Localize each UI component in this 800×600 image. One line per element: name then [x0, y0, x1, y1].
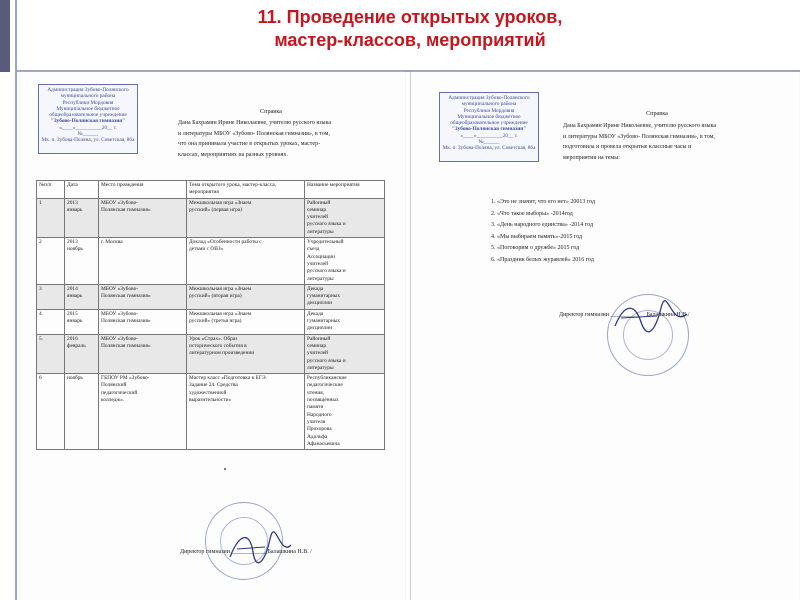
- stamp-line: «____»__________20__ г.: [59, 124, 117, 131]
- table-header-row: [37, 181, 385, 199]
- body-line: подготовила и провела открытые классные часы и: [563, 144, 692, 150]
- cell-event-line: Декада: [307, 285, 324, 292]
- cell-date-line: 2015: [67, 310, 78, 317]
- cell-date-line: январь: [67, 318, 83, 325]
- cell-event-line: Учредительный: [307, 239, 344, 246]
- right-stamp: [439, 92, 539, 162]
- stamp-line: "Зубово-Полянская гимназия": [451, 126, 527, 133]
- cell-place: [99, 309, 187, 334]
- cell-topic-line: Межшкольная игра «Знаем: [189, 285, 252, 292]
- cell-event-line: памяти: [307, 404, 324, 411]
- cell-place-line: МБОУ «Зубово-: [101, 310, 139, 317]
- cell-topic: [187, 238, 305, 285]
- right-signature-graphic: [611, 298, 691, 338]
- stamp-line: общеобразовательное учреждение: [450, 120, 528, 127]
- column-header-number: №п/п: [37, 181, 65, 199]
- cell-place-line: Полянская гимназия»: [101, 342, 151, 349]
- cell-topic-line: художественной: [189, 389, 227, 396]
- cell-event-line: литературы: [307, 364, 334, 371]
- column-header-event: Название мероприятия: [305, 181, 385, 199]
- cell-place-line: Полянская гимназия»: [101, 206, 151, 213]
- cell-event-line: дисциплин: [307, 300, 333, 307]
- cell-event-line: Ассоциации: [307, 253, 336, 260]
- cell-date-line: 2013: [67, 199, 78, 206]
- cell-date-line: 2013: [67, 239, 78, 246]
- stamp-line: Мк. п. Зубова-Поляна, ул. Советская, 86а: [41, 137, 135, 144]
- cell-event: [305, 284, 385, 309]
- cell-date: [65, 334, 99, 373]
- stamp-line: «____»__________20__ г.: [460, 132, 518, 139]
- slide-title-line-2: мастер-классов, мероприятий: [274, 30, 546, 50]
- cell-date-line: февраль: [67, 342, 86, 349]
- cell-topic-line: выразительности»: [189, 397, 232, 404]
- cell-place-line: МБОУ «Зубово-: [101, 285, 139, 292]
- cell-event-line: Афанасьевича: [307, 440, 340, 447]
- slide-vertical-rule: [15, 0, 17, 600]
- left-signature-line: Директор гимназии ____________Балашкина Н.В. /: [180, 549, 312, 555]
- table-row: [37, 334, 385, 373]
- stamp-line: Республики Мордовия: [62, 99, 114, 106]
- cell-event-line: Районный: [307, 335, 331, 342]
- cell-date-line: 2016: [67, 335, 78, 342]
- cell-place-line: ГБПОУ РМ «Зубово-: [101, 375, 150, 382]
- left-stamp: [38, 84, 138, 154]
- cell-event: [305, 309, 385, 334]
- cell-number: 4.: [37, 309, 65, 334]
- stamp-line: Муниципальное бюджетное: [457, 113, 521, 120]
- left-doc-body: [178, 118, 331, 160]
- left-document-scan: [20, 72, 405, 600]
- cell-place-line: МБОУ «Зубово-: [101, 199, 139, 206]
- cell-topic-line: Межшкольная игра «Знаем: [189, 199, 252, 206]
- left-signature-graphic: [225, 527, 295, 567]
- column-header-date: Дата: [65, 181, 99, 199]
- column-header-topic: Тема открытого урока, мастер-класса, мероприятия: [187, 181, 305, 199]
- body-line: мероприятия на темы:: [563, 154, 620, 161]
- cell-topic-line: русский» (третья игра): [189, 318, 242, 325]
- left-doc-heading: Справка: [260, 108, 282, 115]
- right-doc-list: [491, 197, 595, 266]
- cell-topic: [187, 309, 305, 334]
- cell-event-line: Декада: [307, 310, 324, 317]
- cell-event-line: учителей: [307, 214, 329, 221]
- body-line: Дана Бахрамян Ирине Николаевне, учителю русского языка: [178, 120, 331, 126]
- cell-event-line: русского языка и: [307, 268, 346, 275]
- cell-event-line: съезд: [307, 246, 320, 253]
- list-item: 1. «Это не значит, что его нет» 20013 год: [491, 199, 596, 205]
- list-item: 3. «День народного единства» -2014 год: [491, 222, 594, 228]
- cell-place-line: педагогический: [101, 389, 138, 396]
- cell-event-line: гуманитарных: [307, 293, 341, 300]
- table-row: [37, 284, 385, 309]
- cell-place-line: Полянский: [101, 382, 127, 389]
- stamp-line: №______: [478, 139, 500, 146]
- column-header-place: Место проведения: [99, 181, 187, 199]
- cell-event-line: литературы: [307, 228, 334, 235]
- cell-event-line: семинар: [307, 206, 327, 213]
- cell-topic-line: Мастер класс «Подготовка к ЕГЭ.: [189, 375, 267, 382]
- cell-event-line: учителей: [307, 260, 329, 267]
- right-doc-heading: Справка: [646, 110, 668, 117]
- cell-event-line: Народного: [307, 411, 332, 418]
- stamp-line: муниципального района: [60, 93, 116, 100]
- cell-date-line: 2014: [67, 285, 78, 292]
- stamp-line: Республики Мордовия: [463, 107, 515, 114]
- table-row: [37, 309, 385, 334]
- slide-corner-bar: [0, 0, 10, 72]
- cell-event-line: гуманитарных: [307, 318, 341, 325]
- cell-topic: [187, 334, 305, 373]
- cell-place-line: г. Москва: [101, 239, 123, 246]
- cell-place-line: МБОУ «Зубово-: [101, 335, 139, 342]
- cell-event: [305, 334, 385, 373]
- cell-number: 3: [37, 284, 65, 309]
- table-row: [37, 374, 385, 450]
- cell-date: [65, 374, 99, 450]
- cell-topic-line: Доклад «Особенности работы с: [189, 239, 262, 246]
- cell-event-line: учителей: [307, 350, 329, 357]
- cell-event-line: учителя: [307, 418, 326, 425]
- cell-event-line: литературы: [307, 275, 334, 282]
- stamp-line: "Зубово-Полянская гимназия": [50, 118, 126, 125]
- stamp-line: общеобразовательное учреждение: [49, 112, 127, 119]
- stamp-line: Муниципальное бюджетное: [56, 105, 120, 112]
- list-item: 5. «Поговорим о дружбе» 2015 год: [491, 245, 580, 251]
- cell-event: [305, 198, 385, 237]
- body-line: классах, мероприятиях на разных уровнях.: [178, 151, 288, 158]
- cell-topic-line: русский» (первая игра): [189, 206, 242, 213]
- stamp-line: муниципального района: [461, 101, 517, 108]
- stamp-line: Мк. п. Зубова-Поляна, ул. Советская, 86а: [442, 145, 536, 152]
- list-item: 2. «Что такое выборы» -2014год: [491, 210, 573, 217]
- cell-number: 2: [37, 238, 65, 285]
- cell-place: [99, 198, 187, 237]
- cell-place: [99, 374, 187, 450]
- stamp-line: Администрация Зубово-Полянского: [448, 95, 530, 101]
- cell-topic-line: Задание 24. Средства: [189, 382, 238, 389]
- cell-number: 1: [37, 198, 65, 237]
- cell-date: [65, 309, 99, 334]
- cell-event-line: русского языка и: [307, 357, 346, 364]
- right-doc-body: [563, 121, 716, 163]
- cell-event-line: Адольфа: [307, 433, 328, 440]
- cell-date: [65, 284, 99, 309]
- cell-topic-line: русский» (вторая игра): [189, 293, 242, 300]
- scan-speck: [224, 468, 226, 470]
- cell-date-line: январь: [67, 206, 83, 213]
- cell-event-line: семинар: [307, 342, 327, 349]
- cell-topic-line: Урок «Страх». Образ: [189, 335, 238, 342]
- cell-date: [65, 198, 99, 237]
- cell-place-line: колледж».: [101, 397, 125, 404]
- body-line: Дана Бахрамян Ирине Николаевне, учителю русского языка: [563, 123, 716, 129]
- body-line: и литературы МБОУ «Зубово- Полянская гимназия», в том,: [563, 133, 715, 140]
- cell-place: [99, 238, 187, 285]
- slide-title: [20, 6, 800, 52]
- cell-topic-line: детьми с ОВЗ»: [189, 246, 224, 253]
- cell-event: [305, 374, 385, 450]
- cell-date-line: ноябрь: [67, 375, 83, 382]
- body-line: что она принимала участие в открытых уроках, мастер-: [178, 141, 321, 147]
- stamp-line: Администрация Зубово-Полянского: [47, 87, 129, 93]
- cell-topic: [187, 198, 305, 237]
- cell-event-line: педагогические: [307, 382, 343, 389]
- cell-place: [99, 284, 187, 309]
- right-signature-line: Директор гимназии ____________Балашкина Н.В./: [559, 312, 690, 318]
- slide-title-line-1: 11. Проведение открытых уроков,: [257, 7, 563, 27]
- cell-place: [99, 334, 187, 373]
- table-row: [37, 198, 385, 237]
- cell-topic: [187, 374, 305, 450]
- cell-event-line: Районный: [307, 199, 331, 206]
- cell-event-line: посвящённых: [307, 397, 339, 404]
- cell-topic-line: литературном произведении: [189, 350, 255, 357]
- list-item: 6. «Праздник белых журавлей» 2016 год: [491, 256, 594, 263]
- cell-date: [65, 238, 99, 285]
- cell-place-line: Полянская гимназия»: [101, 318, 151, 325]
- cell-event-line: чтения,: [307, 389, 325, 396]
- body-line: и литературы МБОУ «Зубово- Полянская гимназия», в том,: [178, 130, 330, 137]
- table-row: [37, 238, 385, 285]
- right-document-scan: [410, 72, 799, 600]
- cell-place-line: Полянская гимназия»: [101, 293, 151, 300]
- cell-date-line: ноябрь: [67, 246, 83, 253]
- cell-topic-line: исторического события в: [189, 342, 247, 349]
- cell-event-line: русского языка и: [307, 221, 346, 228]
- cell-number: 5.: [37, 334, 65, 373]
- cell-topic-line: Межшкольная игра «Знаем: [189, 310, 252, 317]
- cell-event-line: Прохорова: [307, 426, 332, 433]
- events-table: [36, 180, 385, 450]
- cell-number: 6: [37, 374, 65, 450]
- list-item: 4. «Мы выбираем память»-2015 год: [491, 233, 583, 240]
- stamp-line: №______: [77, 131, 99, 138]
- cell-event-line: дисциплин: [307, 325, 333, 332]
- cell-date-line: январь: [67, 293, 83, 300]
- cell-event: [305, 238, 385, 285]
- cell-topic: [187, 284, 305, 309]
- cell-event-line: Республиканские: [307, 375, 347, 382]
